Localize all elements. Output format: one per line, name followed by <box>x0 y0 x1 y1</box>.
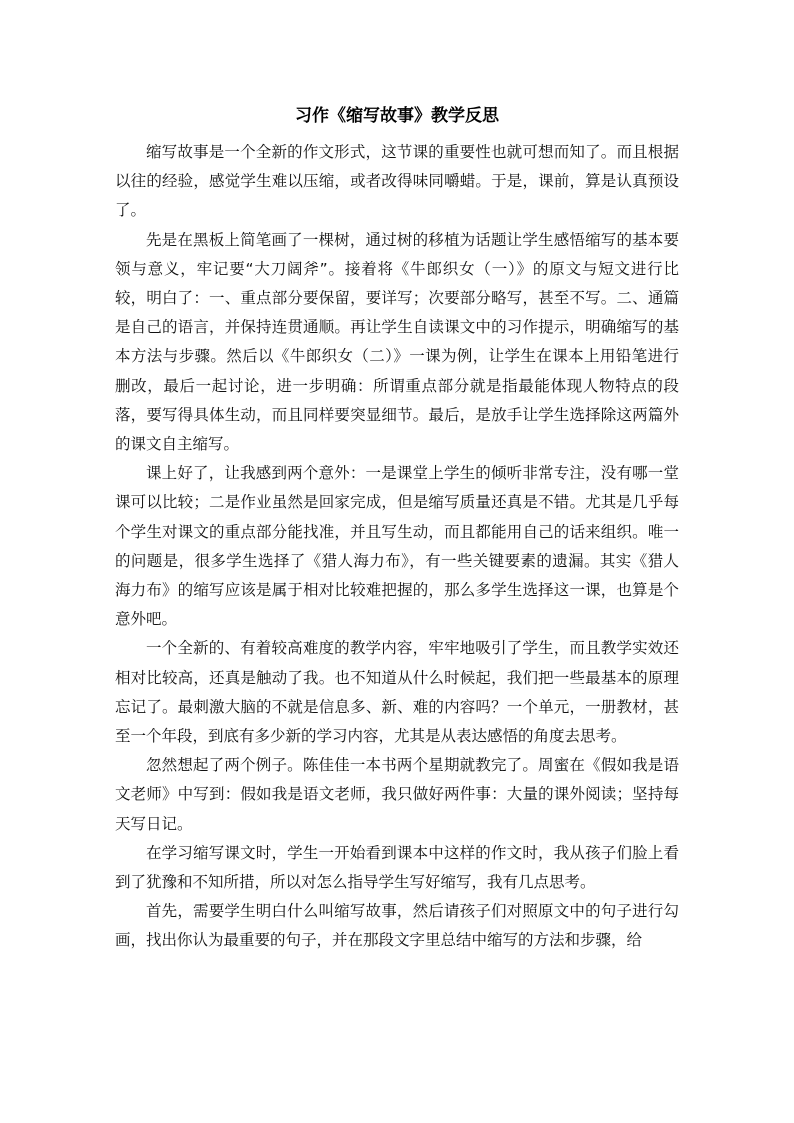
paragraph-2: 先是在黑板上简笔画了一棵树，通过树的移植为话题让学生感悟缩写的基本要领与意义，牢记要“大刀阔斧”。接着将《牛郎织女（一）》的原文与短文进行比较，明白了：一、重点部分要保留，要详写；次要部分略写，甚至不写。二、通篇是自己的语言，并保持连贯通顺。再让学生自读课文中的习作提示，明确缩写的基本方法与步骤。然后以《牛郎织女（二）》一课为例，让学生在课本上用铅笔进行删改，最后一起讨论，进一步明确：所谓重点部分就是指最能体现人物特点的段落，要写得具体生动，而且同样要突显细节。最后，是放手让学生选择除这两篇外的课文自主缩写。 <box>115 230 679 454</box>
paragraph-6: 在学习缩写课文时，学生一开始看到课本中这样的作文时，我从孩子们脸上看到了犹豫和不知所措，所以对怎么指导学生写好缩写，我有几点思考。 <box>115 843 679 892</box>
paragraph-3: 课上好了，让我感到两个意外：一是课堂上学生的倾听非常专注，没有哪一堂课可以比较；二是作业虽然是回家完成，但是缩写质量还真是不错。尤其是几乎每个学生对课文的重点部分能找准，并且写生动，而且都能用自己的话来组织。唯一的问题是，很多学生选择了《猎人海力布》，有一些关键要素的遗漏。其实《猎人海力布》的缩写应该是属于相对比较难把握的，那么多学生选择这一课，也算是个意外吧。 <box>115 464 679 629</box>
document-title: 习作《缩写故事》教学反思 <box>295 106 499 126</box>
paragraph-4: 一个全新的、有着较高难度的教学内容，牢牢地吸引了学生，而且教学实效还相对比较高，还真是触动了我。也不知道从什么时候起，我们把一些最基本的原理忘记了。最刺激大脑的不就是信息多、新、难的内容吗？一个单元，一册教材，甚至一个年段，到底有多少新的学习内容，尤其是从表达感悟的角度去思考。 <box>115 639 679 746</box>
paragraph-7: 首先，需要学生明白什么叫缩写故事，然后请孩子们对照原文中的句子进行勾画，找出你认为最重要的句子，并在那段文字里总结中缩写的方法和步骤，给 <box>115 902 679 950</box>
document-body <box>115 138 679 956</box>
paragraph-1: 缩写故事是一个全新的作文形式，这节课的重要性也就可想而知了。而且根据以往的经验，感觉学生难以压缩，或者改得味同嚼蜡。于是，课前，算是认真预设了。 <box>115 143 679 220</box>
paragraph-5: 忽然想起了两个例子。陈佳佳一本书两个星期就教完了。周蜜在《假如我是语文老师》中写到：假如我是语文老师，我只做好两件事：大量的课外阅读；坚持每天写日记。 <box>115 756 679 833</box>
